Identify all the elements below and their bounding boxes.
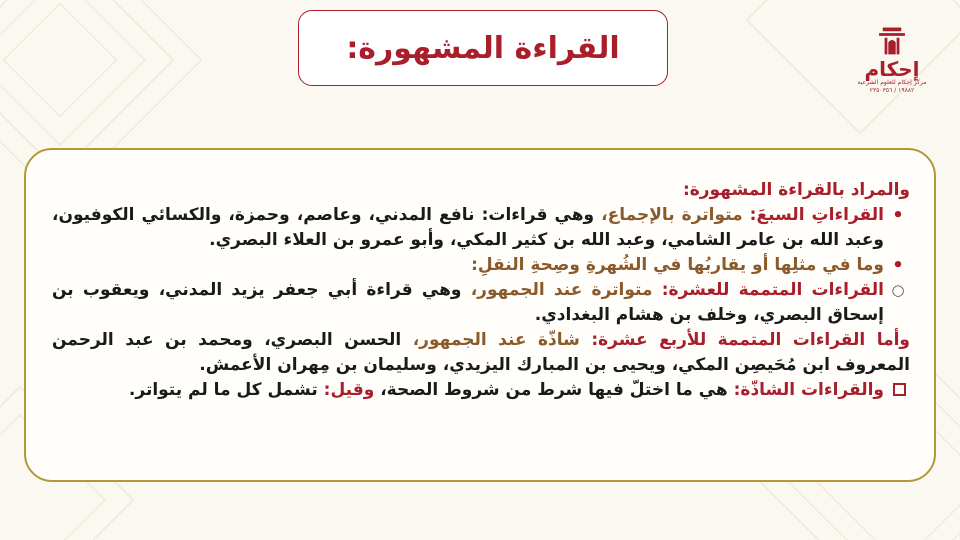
item3-text1: هي ما اختلّ فيها شرط من شروط الصحة، (380, 380, 728, 400)
item3-lead: والقراءات الشاذّة: (733, 380, 884, 400)
logo-name: إحكام (864, 57, 920, 81)
content-box (24, 148, 936, 482)
item1-text: وهي قراءات: نافع المدني، وعاصم، وحمزة، والكسائي الكوفيون، وعبد الله بن عامر الشامي، وعبد الله بن كثير المكي، وأبو عمرو بن العلاء البصري. (52, 205, 884, 250)
bullet-icon: • (892, 205, 904, 226)
bullet-icon: • (892, 255, 904, 276)
sub1-text: وهي قراءة أبي جعفر يزيد المدني، ويعقوب بن إسحاق البصري، وخلف بن هشام البغدادي. (52, 280, 884, 325)
list-item-seven-readings (52, 203, 910, 253)
item2-text: وما في مثلِها أو يقاربُها في الشُهرةِ وصِحةِ النقلِ: (471, 255, 884, 275)
paragraph-fourteen (52, 328, 910, 378)
logo-phone: ١٩٨٨٢ / ٢٣٥٠٣٥٦ (869, 87, 915, 94)
intro-heading: والمراد بالقراءة المشهورة: (682, 180, 910, 200)
item3-text2: تشمل كل ما لم يتواتر. (128, 380, 318, 400)
item1-key: متواترة بالإجماع، (601, 205, 743, 225)
list-item-shadh (52, 378, 910, 403)
circle-bullet-icon: ○ (891, 281, 905, 299)
page-title: القراءة المشهورة: (346, 30, 620, 66)
para-key: شاذّة عند الجمهور، (412, 330, 580, 350)
sub1-lead: القراءات المتممة للعشرة: (661, 280, 884, 300)
logo-mark-icon (852, 22, 932, 59)
para-lead: وأما القراءات المتممة للأربع عشرة: (591, 330, 910, 350)
logo (852, 22, 932, 94)
title-box (298, 10, 668, 86)
item1-lead: القراءاتِ السبعَ: (749, 205, 884, 225)
list-item-similar (52, 253, 910, 278)
sub1-key: متواترة عند الجمهور، (470, 280, 653, 300)
content-body (52, 178, 910, 403)
sub-item-ten-readings (52, 278, 910, 328)
para-text: الحسن البصري، ومحمد بن عبد الرحمن المعروف ابن مُحَيصِن المكي، ويحيى بن المبارك اليزيدي، وسليمان بن مِهران الأعمش. (52, 330, 910, 375)
checkbox-bullet-icon (893, 383, 906, 396)
item3-key: وقيل: (323, 380, 375, 400)
logo-subtitle: مركز إحكام للعلوم الشرعية (857, 79, 927, 86)
